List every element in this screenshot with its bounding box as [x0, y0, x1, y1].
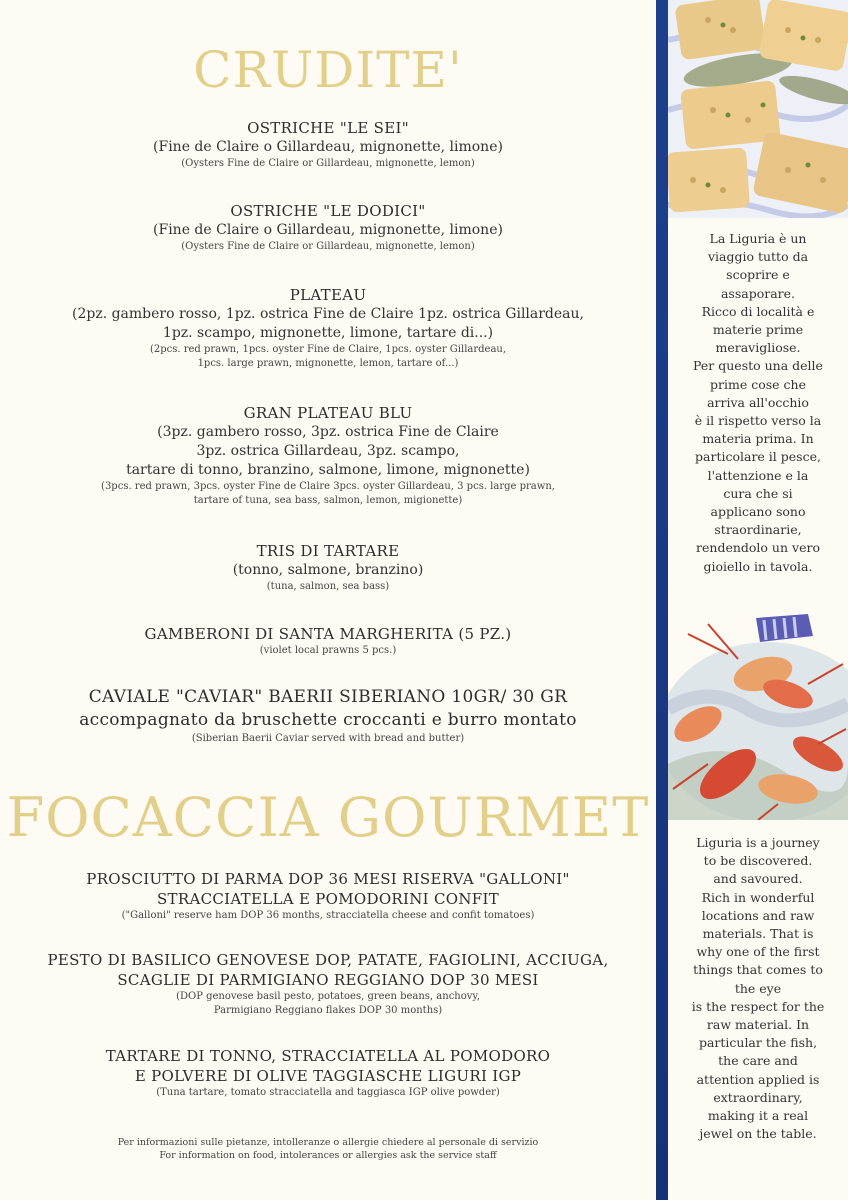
text-line: Ricco di località e [701, 303, 815, 319]
item-name: E POLVERE DI OLIVE TAGGIASCHE LIGURI IGP [134, 1067, 522, 1085]
menu-item-gamberoni [0, 624, 656, 658]
text-line: raw material. In [706, 1017, 810, 1033]
item-name: TARTARE DI TONNO, STRACCIATELLA AL POMODORO [105, 1047, 551, 1065]
text-line: è il rispetto verso la [694, 413, 822, 429]
blue-divider [656, 0, 668, 1200]
text-line: Liguria is a journey [696, 835, 820, 850]
item-eng: tartare of tuna, sea bass, salmon, lemon, migionette) [193, 495, 463, 506]
text-line: to be discovered. [703, 853, 813, 869]
text-line: materials. That is [702, 926, 814, 942]
menu-item-gran-plateau [0, 403, 656, 508]
item-name: OSTRICHE "LE DODICI" [230, 202, 426, 220]
text-line: viaggio tutto da [707, 249, 809, 265]
item-name: SCAGLIE DI PARMIGIANO REGGIANO DOP 30 MESI [117, 971, 539, 989]
item-desc: (Fine de Claire o Gillardeau, mignonette, limone) [153, 222, 503, 238]
menu-item-focaccia-prosciutto [0, 869, 656, 923]
item-eng: (violet local prawns 5 pcs.) [259, 645, 397, 656]
item-name: TRIS DI TARTARE [256, 542, 400, 560]
item-name: STRACCIATELLA E POMODORINI CONFIT [156, 890, 500, 908]
item-eng: (2pcs. red prawn, 1pcs. oyster Fine de Claire, 1pcs. oyster Gillardeau, [149, 344, 507, 355]
section-title-focaccia: FOCACCIA GOURMET [6, 786, 650, 849]
text-line: prime cose che [710, 376, 806, 392]
text-line: things that comes to [693, 962, 823, 978]
menu-item-focaccia-pesto [0, 950, 656, 1018]
text-line: materia prima. In [702, 431, 814, 447]
text-line: jewel on the table. [699, 1126, 817, 1142]
allergy-footer [0, 1136, 656, 1162]
text-line: rendendolo un vero [696, 540, 820, 556]
item-name: OSTRICHE "LE SEI" [247, 119, 409, 137]
item-desc: (2pz. gambero rosso, 1pz. ostrica Fine de Claire 1pz. ostrica Gillardeau, [71, 306, 584, 322]
text-line: materie prime [712, 322, 804, 338]
item-eng: (Siberian Baerii Caviar served with bread and butter) [191, 733, 465, 744]
item-name: GAMBERONI DI SANTA MARGHERITA (5 PZ.) [144, 625, 512, 643]
menu-item-ostriche-dodici [0, 201, 656, 254]
item-eng: (Oysters Fine de Claire or Gillardeau, mignonette, lemon) [181, 241, 475, 252]
item-eng: (Oysters Fine de Claire or Gillardeau, mignonette, lemon) [181, 158, 475, 169]
item-eng: (tuna, salmon, sea bass) [266, 581, 390, 592]
text-line: extraordinary, [713, 1089, 803, 1105]
footer-it: Per informazioni sulle pietanze, intolleranze o allergie chiedere al personale di servizio [117, 1137, 539, 1148]
text-line: why one of the first [696, 944, 820, 960]
item-desc: accompagnato da bruschette croccanti e burro montato [79, 710, 577, 730]
text-line: gioiello in tavola. [703, 558, 813, 574]
menu-item-caviar [0, 686, 656, 746]
item-desc: (tonno, salmone, branzino) [232, 562, 424, 578]
focaccia-illustration-svg [668, 0, 848, 218]
text-line: applicano sono [710, 504, 806, 520]
item-name: PROSCIUTTO DI PARMA DOP 36 MESI RISERVA "GALLONI" [86, 870, 570, 888]
text-line: arriva all'occhio [707, 394, 809, 410]
section-title-crudite: CRUDITE' [193, 41, 463, 99]
liguria-text-it [680, 230, 836, 576]
liguria-text-en [680, 834, 836, 1143]
text-line: the care and [718, 1053, 798, 1069]
text-line: La Liguria è un [709, 231, 807, 246]
menu-item-plateau [0, 285, 656, 371]
item-desc: 3pz. ostrica Gillardeau, 3pz. scampo, [196, 443, 460, 459]
text-line: Per questo una delle [693, 358, 823, 374]
text-line: straordinarie, [714, 522, 802, 538]
text-line: l'attenzione e la [707, 467, 809, 483]
text-line: is the respect for the [691, 998, 825, 1014]
focaccia-illustration [668, 0, 848, 218]
item-desc: (3pz. gambero rosso, 3pz. ostrica Fine de Claire [157, 424, 499, 440]
item-desc: 1pz. scampo, mignonette, limone, tartare di...) [162, 325, 494, 341]
item-name: GRAN PLATEAU BLU [243, 404, 413, 422]
item-name: PLATEAU [289, 286, 367, 304]
item-eng: Parmigiano Reggiano flakes DOP 30 months) [213, 1005, 443, 1016]
text-line: the eye [734, 980, 782, 996]
menu-item-ostriche-sei [0, 118, 656, 171]
text-line: making it a real [707, 1108, 809, 1124]
seafood-illustration [668, 614, 848, 820]
text-line: meravigliose. [715, 340, 801, 356]
item-desc: (Fine de Claire o Gillardeau, mignonette, limone) [153, 139, 503, 155]
item-eng: (3pcs. red prawn, 3pcs. oyster Fine de Claire 3pcs. oyster Gillardeau, 3 pcs. large prawn, [101, 481, 555, 492]
item-name: PESTO DI BASILICO GENOVESE DOP, PATATE, FAGIOLINI, ACCIUGA, [47, 951, 609, 969]
item-desc: tartare di tonno, branzino, salmone, limone, mignonette) [126, 462, 530, 478]
text-line: attention applied is [696, 1071, 820, 1087]
item-eng: (Tuna tartare, tomato stracciatella and taggiasca IGP olive powder) [156, 1087, 500, 1098]
text-line: cura che si [723, 485, 793, 501]
text-line: particular the fish, [698, 1035, 818, 1051]
text-line: and savoured. [713, 871, 803, 887]
menu-item-focaccia-tartare [0, 1046, 656, 1100]
seafood-illustration-svg [668, 614, 848, 820]
item-eng: 1pcs. large prawn, mignonette, lemon, tartare of...) [197, 358, 459, 369]
menu-item-tris-tartare [0, 541, 656, 594]
item-eng: ("Galloni" reserve ham DOP 36 months, stracciatella cheese and confit tomatoes) [121, 910, 535, 921]
text-line: scoprire e [726, 267, 790, 283]
text-line: Rich in wonderful [701, 889, 815, 905]
item-eng: (DOP genovese basil pesto, potatoes, green beans, anchovy, [176, 991, 480, 1002]
item-name: CAVIALE "CAVIAR" BAERII SIBERIANO 10GR/ 30 GR [88, 687, 568, 707]
text-line: locations and raw [701, 907, 815, 923]
footer-en: For information on food, intolerances or allergies ask the service staff [159, 1150, 497, 1161]
text-line: assaporare. [720, 285, 796, 301]
text-line: particolare il pesce, [695, 449, 821, 465]
